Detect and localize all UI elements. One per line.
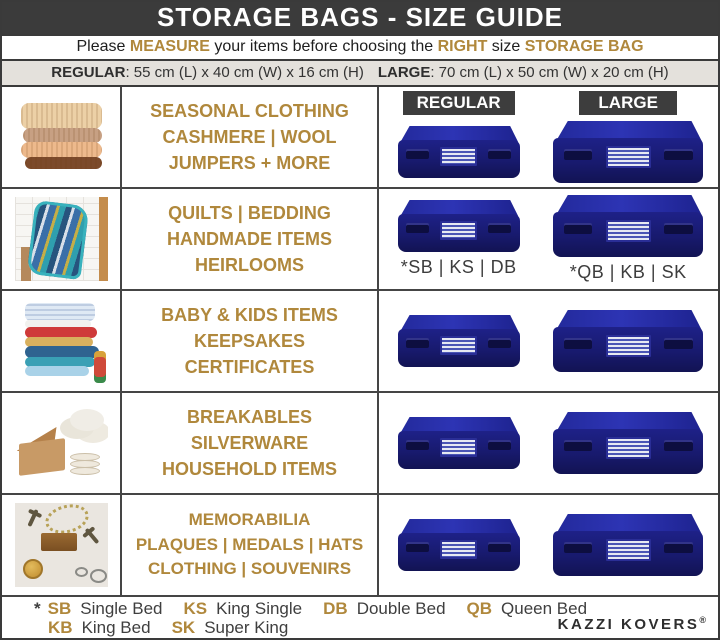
table-row [2, 495, 718, 597]
bag-handle-right [488, 340, 511, 348]
description-line: HANDMADE ITEMS [167, 228, 332, 249]
bag-handle-left [564, 225, 593, 234]
legend-abbr: SB [47, 599, 72, 618]
note-storage-bag: STORAGE BAG [524, 38, 644, 55]
description-line: JUMPERS + MORE [168, 153, 331, 174]
bag-handle-right [664, 151, 693, 160]
large-bag-photo [553, 195, 703, 257]
regular-dims-value: : 55 cm (L) x 40 cm (W) x 16 cm (H) [125, 64, 364, 81]
bag-handle-left [564, 544, 593, 553]
row-description [122, 393, 379, 493]
regular-header-slot [379, 89, 538, 117]
wall-trim [99, 197, 108, 281]
large-bag-photo [553, 412, 703, 474]
size-guide-table [2, 87, 718, 597]
description-line: SILVERWARE [190, 432, 309, 453]
row-bags-cell [379, 87, 718, 187]
kazzi-kovers-logo [558, 615, 706, 633]
bag-handle-right [664, 340, 693, 349]
bag-handle-left [564, 151, 593, 160]
table-row [2, 87, 718, 189]
legend-label: Single Bed [80, 599, 163, 618]
photo-memorabilia [15, 503, 108, 587]
legend-item [323, 599, 445, 618]
large-bag-slot [538, 310, 718, 372]
regular-bag-slot [379, 126, 538, 178]
large-header-slot [538, 89, 718, 117]
regular-bed-sizes-caption: *SB | KS | DB [400, 257, 517, 277]
description-line: CLOTHING | SOUVENIRS [147, 559, 352, 579]
large-dims-value: : 70 cm (L) x 50 cm (W) x 20 cm (H) [430, 64, 669, 81]
legend-abbr: KS [183, 599, 208, 618]
large-bag-slot [538, 514, 718, 576]
photo-seasonal-clothing [15, 95, 108, 179]
regular-bag-photo [398, 417, 520, 469]
sweater-layer [23, 128, 102, 143]
description-line: CASHMERE | WOOL [162, 126, 337, 147]
description-line: SEASONAL CLOTHING [150, 100, 349, 121]
bag-label-window [606, 146, 651, 168]
large-column-header: LARGE [579, 91, 677, 115]
large-bed-sizes-caption: *QB | KB | SK [569, 262, 687, 282]
description-line: PLAQUES | MEDALS | HATS [135, 534, 364, 554]
sweater-layer [25, 157, 102, 169]
photo-quilts-bedding [15, 197, 108, 281]
large-bag-photo [553, 121, 703, 183]
description-line: CERTIFICATES [184, 357, 315, 378]
row-bags-cell [379, 291, 718, 391]
brand-name: KAZZI KOVERS [557, 616, 700, 633]
bags-row [379, 117, 718, 187]
sweater-layer [21, 103, 102, 129]
large-bag-photo [553, 310, 703, 372]
description-line: MEMORABILIA [188, 510, 311, 530]
description-line: HOUSEHOLD ITEMS [161, 459, 337, 480]
pocket-watch [23, 559, 43, 579]
row-bags-cell [379, 495, 718, 595]
note-measure: MEASURE [129, 38, 210, 55]
row-bags-cell [379, 189, 718, 289]
table-row [2, 291, 718, 393]
legend-label: King Single [216, 599, 303, 618]
description-line: BABY & KIDS ITEMS [161, 304, 338, 325]
legend-item [48, 618, 151, 637]
legend-item [183, 599, 302, 618]
clothes-layer [25, 303, 95, 321]
regular-bag-photo [398, 315, 520, 367]
bag-handle-left [406, 225, 429, 233]
legend-abbr: KB [48, 618, 73, 637]
legend-label: Queen Bed [501, 599, 588, 618]
bag-handle-right [488, 544, 511, 552]
large-bag-slot [538, 195, 718, 283]
row-photo-cell [2, 87, 122, 187]
regular-bag-slot [379, 200, 538, 278]
legend-abbr: DB [323, 599, 348, 618]
note-mid: your items before choosing the [209, 38, 438, 55]
bag-label-window [606, 437, 651, 459]
row-photo-cell [2, 291, 122, 391]
measure-note [2, 34, 718, 61]
bag-handle-right [664, 225, 693, 234]
wooden-box [41, 533, 77, 551]
photo-baby-kids-items [15, 299, 108, 383]
regular-dims-label: REGULAR [51, 64, 126, 81]
table-row [2, 189, 718, 291]
bag-handle-right [488, 151, 511, 159]
cardboard-box [19, 438, 65, 476]
clock-key [27, 509, 38, 527]
regular-bag-slot [379, 519, 538, 571]
legend-label: King Bed [81, 618, 151, 637]
bag-handle-right [488, 442, 511, 450]
toy [94, 357, 106, 377]
description-line: QUILTS | BEDDING [168, 202, 331, 223]
regular-bag-photo [398, 519, 520, 571]
regular-bag-slot [379, 315, 538, 367]
large-bag-photo [553, 514, 703, 576]
bag-label-window [440, 221, 477, 240]
large-dims-label: LARGE [377, 64, 431, 81]
regular-bag-photo [398, 200, 520, 252]
large-bag-slot [538, 412, 718, 474]
page-title: STORAGE BAGS - SIZE GUIDE [2, 2, 718, 34]
large-bag-slot [538, 121, 718, 183]
row-photo-cell [2, 393, 122, 493]
legend-item [172, 618, 289, 637]
row-photo-cell [2, 495, 122, 595]
row-description [122, 189, 379, 289]
bag-label-window [440, 336, 477, 355]
legend-footer [2, 597, 718, 638]
note-size: size [487, 38, 525, 55]
wrapping-paper [70, 409, 104, 431]
clothes-layer [25, 366, 89, 376]
regular-bag-slot [379, 417, 538, 469]
row-description [122, 495, 379, 595]
registered-mark: ® [699, 615, 706, 625]
row-photo-cell [2, 189, 122, 289]
legend-abbr: QB [466, 599, 493, 618]
bag-label-window [606, 539, 651, 561]
note-right: RIGHT [437, 38, 488, 55]
legend-asterisk: * [34, 599, 41, 618]
legend-label: Super King [204, 618, 289, 637]
legend-label: Double Bed [356, 599, 446, 618]
bag-label-window [440, 540, 477, 559]
bag-handle-right [488, 225, 511, 233]
row-bags-cell [379, 393, 718, 493]
bag-label-window [606, 220, 651, 242]
plate [70, 467, 100, 475]
row-description [122, 291, 379, 391]
description-line: BREAKABLES [186, 406, 312, 427]
note-pre: Please [76, 38, 130, 55]
bag-label-window [606, 335, 651, 357]
table-row [2, 393, 718, 495]
legend-abbr: SK [171, 618, 196, 637]
regular-column-header: REGULAR [403, 91, 515, 115]
column-headers [379, 89, 718, 117]
spectacles [75, 567, 88, 577]
bag-handle-right [664, 442, 693, 451]
row-description [122, 87, 379, 187]
bag-handle-left [564, 442, 593, 451]
regular-bag-photo [398, 126, 520, 178]
bag-handle-left [564, 340, 593, 349]
bag-label-window [440, 147, 477, 166]
description-line: HEIRLOOMS [194, 255, 304, 276]
bag-handle-left [406, 442, 429, 450]
legend-item [48, 599, 163, 618]
sweater-layer [21, 142, 102, 158]
bag-handle-left [406, 151, 429, 159]
quilt [26, 200, 89, 280]
dimensions-bar [2, 61, 718, 87]
bag-handle-right [664, 544, 693, 553]
photo-breakables-box [15, 401, 108, 485]
clock-key [84, 528, 99, 544]
bag-handle-left [406, 544, 429, 552]
bag-label-window [440, 438, 477, 457]
description-line: KEEPSAKES [193, 330, 306, 351]
bag-handle-left [406, 340, 429, 348]
